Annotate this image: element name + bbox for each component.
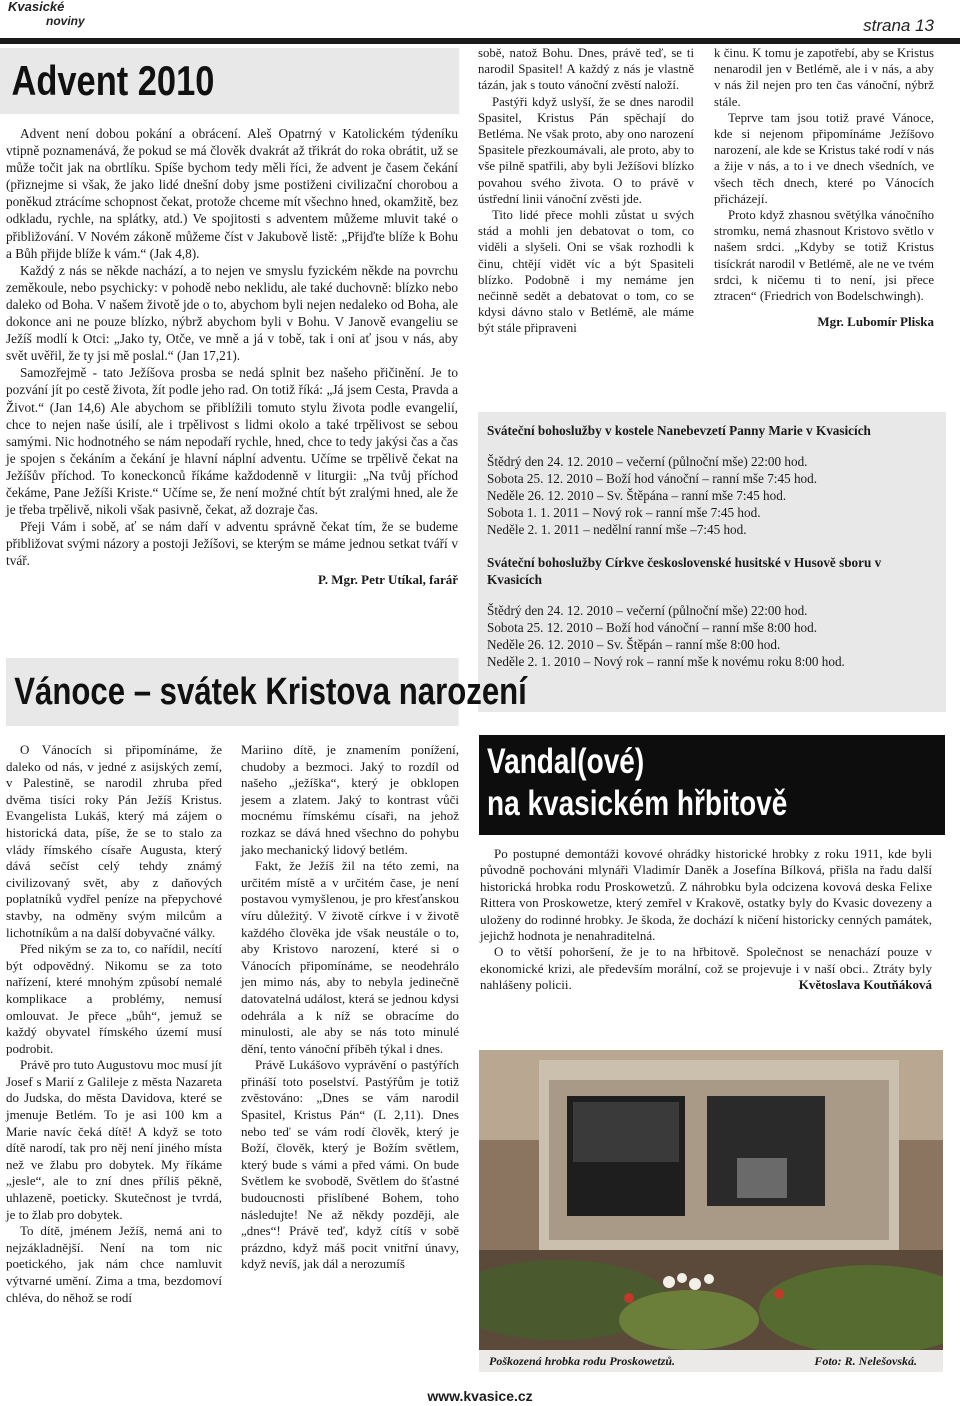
footer-url[interactable]: www.kvasice.cz [427, 1388, 533, 1404]
advent-signature: P. Mgr. Petr Utíkal, farář [318, 572, 458, 588]
service-line: Sobota 25. 12. 2010 – Boží hod vánoční – ranní mše 7:45 hod. [487, 471, 818, 486]
service-line: Sobota 25. 12. 2010 – Boží hod vánoční – ranní mše 8:00 hod. [487, 620, 818, 635]
service-line: Štědrý den 24. 12. 2010 – večerní (půlnoční mše) 22:00 hod. [487, 603, 808, 618]
advent-para: Advent není dobou pokání a obrácení. Aleš Opatrný v Katolickém týdeníku vtipně poznamenává, že pokud se má člověk dvakrát až třikrát do roka obrátit, už se může točit jak na obrtlíku. Spíše bychom tedy měli říci, že advent je časem čekání (přiznejme si však, že jako lidé dnešní doby jsme postiženi civilizační chorobou a poněkud ztrácíme schopnost čekat, protože chceme mít všechno hned, okamžitě, bez odkladu, rychle, na splátky, atd.) Ve spojitosti s adventem můžeme mluvit také o přibližování. V Novém zákoně můžeme číst v Jakubově listě: „Přijďte blíže k Bohu a Bůh přijde blíže k vám.“ (Jak 4,8). [6, 126, 458, 261]
service-line: Neděle 2. 1. 2011 – nedělní ranní mše –7:45 hod. [487, 522, 747, 537]
cont-para: Pastýři když uslyší, že se dnes narodil Spasitel, Kristus Pán spěchají do Betléma. Ne však proto, aby ono narození Spasitele přezkoumávali, ale proto, aby to vše pilně spatřili, aby byli Ježíšovi blízko povahou svého života. O to právě v ústřední linii vánoční zvěsti jde. [478, 94, 694, 206]
cont-para: Proto když zhasnou světýlka vánočního stromku, nemá zhasnout Kristovo světlo v našem srdci. „Kdyby se totiž Kristus tisíckrát narodil v Betlémě, ale ne ve tvém srdci, k ničemu ti to není, jsi přece ztracen“ (Friedrich von Bodelschwingh). [714, 208, 934, 304]
vanoce-para: To dítě, jménem Ježíš, nemá ani to nejzákladnější. Není na tom nic poetického, jak nám chce namluvit výtvarné umění. Zima a tma, bezdomoví chléva, do něhož se rodí [6, 1223, 222, 1305]
cont-para: k činu. K tomu je zapotřebí, aby se Kristus nenarodil jen v Betlémě, ale i v nás, a aby v nás žil nejen pro ten čas vánoční, nýbrž stále. [714, 46, 934, 109]
vandal-title-line2: na kvasickém hřbitově [487, 784, 788, 823]
vanoce-title: Vánoce – svátek Kristova narození [14, 671, 527, 713]
photo-caption: Poškozená hrobka rodu Proskowetzů. [489, 1354, 676, 1368]
vanoce-para: Právě pro tuto Augustovu moc musí jít Josef s Marií z Galileje z města Nazareta do Judska, do města Davidova, které se jmenuje Betlém. To je asi 100 km a Marie navíc čeká dítě! A když se toto dítě narodí, tak pro něj není jiného místa než ve žlabu pro dobytek. My říkáme „jesle“, ale to zní dnes příliš pěkně, uhlazeně, poeticky. Skutečnost je tvrdá, je to žlab pro dobytek. [6, 1057, 222, 1222]
advent-para: Každý z nás se někde nachází, a to nejen ve smyslu fyzickém někde na povrchu zeměkoule, nebo psychicky: v pohodě nebo neklidu, ale také duchovně: blízko nebo daleko od Boha. V našem životě jde o to, abychom byli nejen nedaleko od Boha, ale dokonce ani ne pouze blízko, nýbrž abychom byli v Bohu. V Janově evangeliu se Ježíš modlí k Otci: „Jako ty, Otče, ve mně a já v tobě, tak i oni ať jsou v nás, aby svět uvěřil, že ty jsi mě poslal.“ (Jan 17,21). [6, 262, 458, 364]
vandal-signature: Květoslava Koutňáková [798, 976, 932, 992]
catholic-services-list [487, 453, 937, 538]
advent-title: Advent 2010 [11, 57, 215, 104]
header-rule [0, 38, 960, 44]
vanoce-para: Fakt, že Ježíš žil na této zemi, na určitém místě a v určitém čase, je není postavou vymyšlenou, je pro křesťanskou víru důležitý. V životě církve i v životě každého člověka jde však neustále o to, aby Kristovo narození, které si o Vánocích připomínáme, se neodehrálo jen mimo nás, aby to nebyla jedinečně datovatelná událost, která se jednou kdysi odehrála a k níž se obracíme do minulosti, ale aby se nás toto minulé dění, tento vánoční příběh týkal i dnes. [241, 858, 459, 1056]
vanoce-para: Mariino dítě, je znamením ponížení, chudoby a bezmoci. Jaký to rozdíl od našeho „ježíška“, který je obklopen jesem a zlatem. Jaký to kontrast vůči mocnému římskému císaři, na jehož rozkaz se dává hned všechno do pohybu jako mechanický lidový betlém. [241, 742, 459, 857]
page-number: strana 13 [863, 16, 934, 35]
service-line: Štědrý den 24. 12. 2010 – večerní (půlnoční mše) 22:00 hod. [487, 454, 808, 469]
christmas-cont-col1 [478, 45, 694, 337]
advent-heading [0, 48, 459, 114]
vanoce-col1 [6, 742, 222, 1306]
vanoce-col2 [241, 742, 459, 1273]
vandal-heading [479, 735, 945, 835]
cont-signature: Mgr. Lubomír Pliska [817, 314, 934, 330]
advent-para: Přeji Vám i sobě, ať se nám daří v adventu správně čekat tím, že se budeme přibližovat svými názory a postoji Ježíšovi, se kterým se máme jednou setkat tváří v tvář. [6, 519, 458, 569]
photo-caption-bar [479, 1350, 943, 1372]
photo-credit: Foto: R. Nelešovská. [814, 1354, 917, 1368]
advent-article [6, 125, 458, 589]
hussite-services-list [487, 602, 937, 670]
vanoce-para: Před nikým se za to, co nařídil, necítí být odpovědný. Nikomu se za toto nařízení, které mnohým způsobí nemalé komplikace a problémy, nemusí omlouvat. Je přece „bůh“, jemuž se každý obyvatel římského území musí podrobit. [6, 941, 222, 1056]
vanoce-para: Právě Lukášovo vyprávění o pastýřích přináší toto poselství. Pastýřům je totiž zvěstováno: „Dnes se vám narodil Spasitel, Kristus Pán“ (L 2,11). Dnes nebo teď se vám rodí člověk, který je Boží, člověk, který je Božím světlem, který bude s vámi a před vámi. On bude Světlem ke svobodě, Světlem do šťastné budoucnosti přislíbené Bohem, toho následujte! Ne až někdy později, ale „dnes“! Právě teď, když cítíš v sobě prázdno, když máš pocit vnitřní únavy, když nevíš, jak dál a nerozumíš [241, 1057, 459, 1272]
cont-para: Tito lidé přece mohli zůstat u svých stád a mohli jen debatovat o tom, co viděli a slyšeli. Oni se však rozhodli k činu, chtějí vidět víc a být Spasiteli blízko. Podobně i my nemáme jen nečinně sedět a debatovat o tom, co se kdysi dávno stalo v Betlémě, ale máme být stále připraveni [478, 208, 694, 336]
masthead-line1: Kvasické [8, 0, 65, 14]
tomb-photo [479, 1050, 943, 1372]
services-box [478, 412, 946, 712]
vandal-para: O to větší pohoršení, že je to na hřbitově. Společnost se nenachází pouze v ekonomické krizi, ale především morální, což se projevuje i v naší obci.. Ztráty byly nahlášeny policii. [480, 944, 932, 993]
service-line: Sobota 1. 1. 2011 – Nový rok – ranní mše 7:45 hod. [487, 505, 761, 520]
vandal-article [480, 846, 932, 993]
catholic-services-title: Sváteční bohoslužby v kostele Nanebevzetí Panny Marie v Kvasicích [487, 423, 871, 438]
advent-para: Samozřejmě - tato Ježíšova prosba se nedá splnit bez našeho přičinění. Je to pozvání jít po cestě života, žít podle jeho rad. On totiž říká: „Já jsem Cesta, Pravda a Život.“ (Jan 14,6) Ale abychom se přiblížili tomuto stylu života podle evangelií, chce to nejen naše úsilí, ale i trpělivost s lidmi okolo a také trpělivost se sebou samými. Nic hodnotného se nám nepodaří rychle, hned, chce to tedy jakýsi čas a čas je spojen s čekáním a čekání je hlavní náplní adventu. Učíme se trpělivě čekat na Ježíšův příchod. To koneckonců říkáme každodenně v liturgii: „Na tvůj příchod čekáme, Pane Ježíši Kriste.“ Učíme se, že není možné chtít být zralými hned, ale že je třeba trpělivě, nikoli však pasivně, čekat, až dozraje čas. [6, 365, 458, 518]
tomb-photo-image [479, 1050, 943, 1372]
masthead-line2: noviny [46, 14, 85, 28]
hussite-services-title: Sváteční bohoslužby Církve československé husitské v Husově sboru v Kvasicích [487, 555, 882, 587]
service-line: Neděle 2. 1. 2010 – Nový rok – ranní mše k novému roku 8:00 hod. [487, 654, 845, 669]
cont-para: sobě, natož Bohu. Dnes, právě teď, se ti narodil Spasitel! A každý z nás je vlastně tázán, jak s touto vánoční zvěstí naloží. [478, 46, 694, 93]
cont-para: Teprve tam jsou totiž pravé Vánoce, kde si nejenom připomínáme Ježíšovo narození, ale kde se Kristus také rodí v nás a žije v nás, a to i ve dnech všedních, ve všech těch dnech, které po Vánocích přicházejí. [714, 110, 934, 206]
service-line: Neděle 26. 12. 2010 – Sv. Štěpána – ranní mše 7:45 hod. [487, 488, 787, 503]
service-line: Neděle 26. 12. 2010 – Sv. Štěpán – ranní mše 8:00 hod. [487, 637, 781, 652]
vandal-para: Po postupné demontáži kovové ohrádky historické hrobky z roku 1911, kde byli původně pochováni mlynáři Vladimír Daněk a Josefína Bílková, přišla na řadu další historická hrobka rodu Proskowetzů. Z náhrobku byla odcizena kovová deska Felixe Rittera von Proskowetze, který zemřel v Krakově, ostatky byly do Kvasic dovezeny a uloženy do rodinné hrobky. Je škoda, že dochází k ničení historicky cenných památek, jejichž hodnota je nenahraditelná. [480, 846, 932, 944]
vandal-title-line1: Vandal(ové) [487, 742, 645, 781]
vanoce-para: O Vánocích si připomínáme, že daleko od nás, v jedné z asijských zemí, v Palestině, se narodil zhruba před dvěma tisíci roky Pán Ježíš Kristus. Evangelista Lukáš, který má zájem o historická data, píše, že se to stalo za vlády římského císaře Augusta, který dává sečíst celý tehdy známý civilizovaný svět, aby z daňových poplatníků vydřel peníze na přepychové stavby, na odměny svým milcům a lichotníkům a na další dobyvačné války. [6, 742, 222, 940]
masthead [8, 0, 85, 28]
vanoce-heading [6, 658, 527, 726]
christmas-cont-col2 [714, 45, 934, 330]
